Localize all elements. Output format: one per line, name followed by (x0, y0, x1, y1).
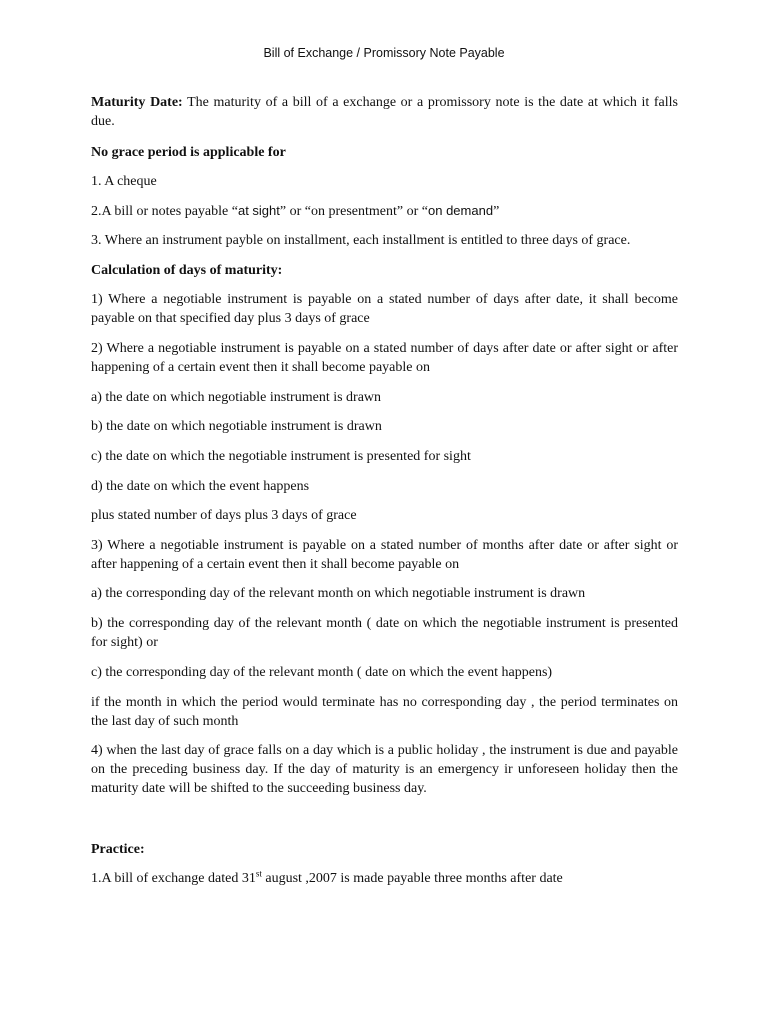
rule-2-item-d: d) the date on which the event happens (91, 479, 310, 494)
item2-at-sight: at sight (237, 203, 280, 218)
maturity-label: Maturity Date: (91, 95, 183, 110)
no-grace-item-1: 1. A cheque (91, 174, 157, 189)
item2-middle: ” or “on presentment” or “ (279, 204, 428, 219)
practice-question-1 (91, 869, 678, 888)
rule-3-note: if the month in which the period would terminate has no corresponding day , the period terminates on the last day of such month (91, 695, 678, 729)
maturity-text: The maturity of a bill of a exchange or a promissory note is the date at which it falls due. (91, 95, 678, 129)
rule-1: 1) Where a negotiable instrument is payable on a stated number of days after date, it shall become payable on that specified day plus 3 days of grace (91, 292, 678, 326)
no-grace-item-2 (91, 201, 678, 221)
rule-2: 2) Where a negotiable instrument is payable on a stated number of days after date or after sight or after happening of a certain event then it shall become payable on (91, 341, 678, 375)
rule-2-item-a: a) the date on which negotiable instrument is drawn (91, 390, 382, 405)
rule-3: 3) Where a negotiable instrument is payable on a stated number of months after date or after sight or after happening of a certain event then it shall become payable on (91, 538, 678, 572)
rule-2-item-c: c) the date on which the negotiable instrument is presented for sight (91, 449, 471, 464)
rule-3-item-b: b) the corresponding day of the relevant month ( date on which the negotiable instrument is presented for sight) or (91, 616, 678, 650)
item2-on-demand: on demand (428, 203, 494, 218)
calculation-heading: Calculation of days of maturity: (91, 263, 283, 278)
rule-2-plus: plus stated number of days plus 3 days of grace (91, 508, 357, 523)
maturity-paragraph (91, 93, 678, 131)
rule-2-item-b: b) the date on which negotiable instrument is drawn (91, 419, 382, 434)
no-grace-item-3: 3. Where an instrument payble on installment, each installment is entitled to three days of grace. (91, 233, 631, 248)
practice-q1-after: august ,2007 is made payable three months after date (261, 871, 563, 886)
no-grace-heading: No grace period is applicable for (91, 145, 286, 160)
rule-3-item-c: c) the corresponding day of the relevant month ( date on which the event happens) (91, 665, 553, 680)
practice-q1-before: 1.A bill of exchange dated 31 (91, 871, 256, 886)
rule-3-item-a: a) the corresponding day of the relevant month on which negotiable instrument is drawn (91, 586, 586, 601)
practice-heading: Practice: (91, 842, 145, 857)
rule-4: 4) when the last day of grace falls on a day which is a public holiday , the instrument is due and payable on the preceding business day. If the day of maturity is an emergency ir unforeseen holiday then the maturity date will be shifted to the succeeding business day. (91, 743, 678, 796)
item2-prefix: 2.A bill or notes payable “ (91, 204, 238, 219)
page-title: Bill of Exchange / Promissory Note Payable (263, 46, 505, 60)
practice-q1-superscript: st (255, 868, 262, 879)
item2-suffix: ” (493, 204, 500, 219)
